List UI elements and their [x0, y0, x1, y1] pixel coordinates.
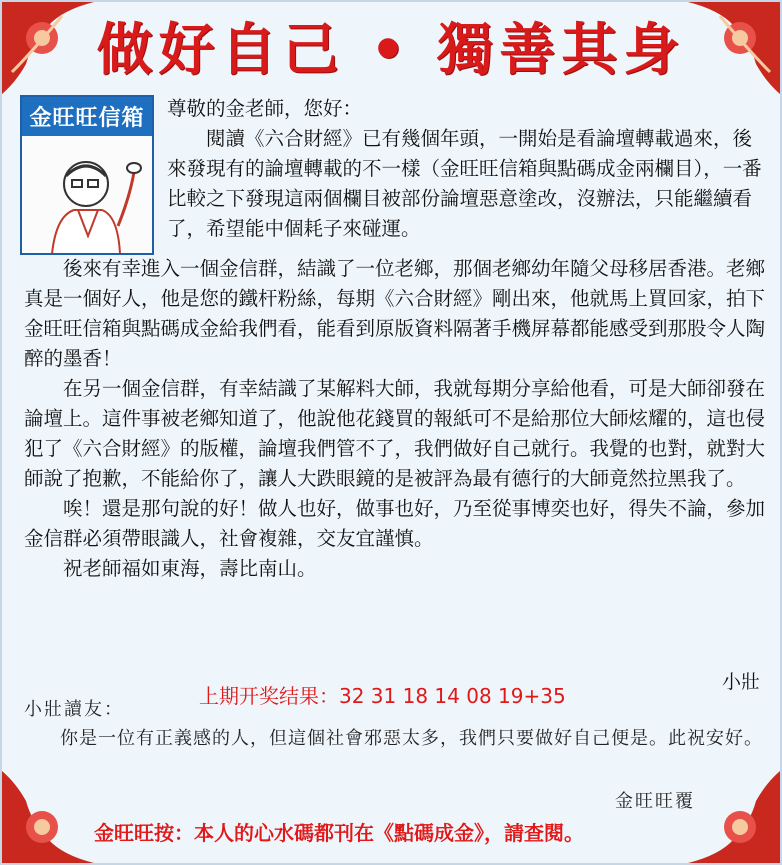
letter-body: [24, 254, 769, 584]
reply-signature: 金旺旺覆: [615, 791, 695, 812]
letter-paragraph-2: 後來有幸進入一個金信群，結識了一位老鄉，那個老鄉幼年隨父母移居香港。老鄉真是一個好人，他是您的鐵杆粉絲，每期《六合財經》剛出來，他就馬上買回家，拍下金旺旺信箱與點碼成金給我們看，能看到原版資料隔著手機屏幕都能感受到那股令人陶醉的墨香！: [24, 257, 766, 370]
draw-result: 上期开奖结果：32 31 18 14 08 19+35: [199, 684, 566, 708]
letter-signature: 小壯: [721, 671, 760, 693]
corner-ornament-icon: [688, 771, 780, 863]
letter-greeting: 尊敬的金老師，您好：: [167, 97, 363, 120]
letter-paragraph-1: 閱讀《六合財經》已有幾個年頭，一開始是看論壇轉載過來，後來發現有的論壇轉載的不一樣（金旺旺信箱與點碼成金兩欄目），一番比較之下發現這兩個欄目被部份論壇惡意塗改，沒辦法，只能繼續看了，希望能中個耗子來碰運。: [167, 127, 762, 240]
letter-paragraph-5: 祝老師福如東海，壽比南山。: [63, 557, 317, 580]
page-title: 做好自己 • 獨善其身: [96, 17, 686, 83]
column-badge: [20, 95, 154, 255]
letter-intro: [167, 94, 767, 244]
badge-label: 金旺旺信箱: [22, 97, 152, 136]
corner-ornament-icon: [2, 771, 94, 863]
editor-note: 金旺旺按：本人的心水碼都刊在《點碼成金》，請查閱。: [94, 821, 584, 845]
reply-heading: 小壯讀友：: [24, 699, 124, 720]
reply-body: [24, 724, 764, 754]
letter-paragraph-3: 在另一個金信群，有幸結識了某解料大師，我就每期分享給他看，可是大師卻發在論壇上。這件事被老鄉知道了，他說他花錢買的報紙可不是給那位大師炫耀的，這也侵犯了《六合財經》的版權，論壇我們管不了，我們做好自己就行。我覺的也對，就對大師說了抱歉，不能給你了，讓人大跌眼鏡的是被評為最有德行的大師竟然拉黑我了。: [24, 377, 766, 490]
man-reading-icon: [22, 136, 152, 255]
reply-text: 你是一位有正義感的人，但這個社會邪惡太多，我們只要做好自己便是。此祝安好。: [60, 728, 763, 749]
letter-paragraph-4: 唉！還是那句說的好！做人也好，做事也好，乃至從事博奕也好，得失不論，參加金信群必須帶眼識人，社會複雜，交友宜謹慎。: [24, 497, 766, 550]
